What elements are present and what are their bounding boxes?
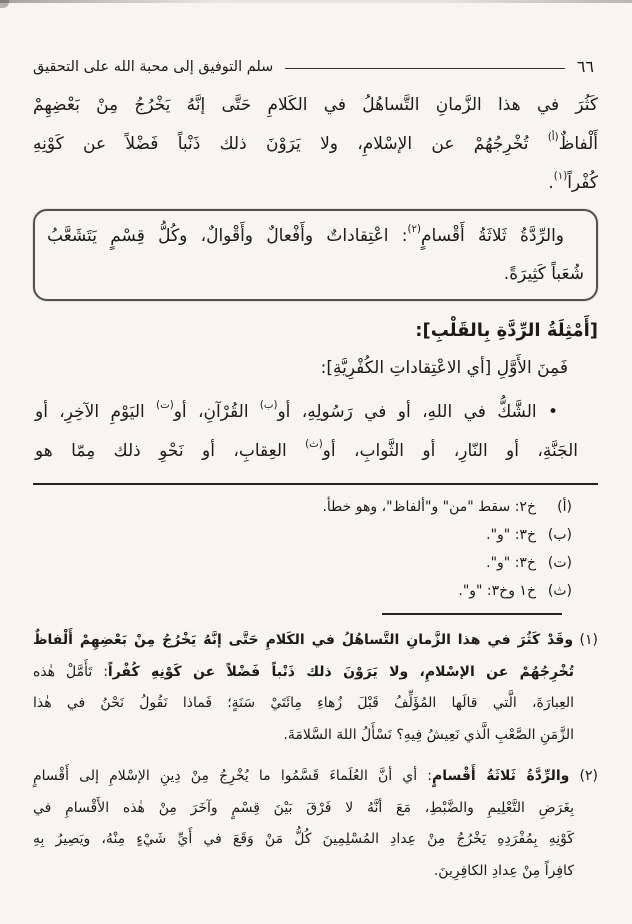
variant-notes: [33, 493, 598, 605]
text-segment: تُخْرِجُهُمْ عن الإسْلامِ، ولا يَرَوْنَ ذلك ذَنْباً فَضْلاً عن كَوْنِهِ: [33, 134, 548, 154]
text-segment: اليَوْمِ الآخِرِ، أو: [35, 402, 157, 422]
text-line: [33, 720, 574, 752]
variant-note-label: (أ): [557, 499, 572, 515]
bullet-item: [33, 393, 598, 471]
footnote-ref: (١): [553, 171, 568, 183]
text-segment: العِبارَةَ، الَّتي قالَها المُؤَلِّفُ قَبْلَ زُهاءِ مِائَتَيْ سَنَةٍ؛ فَماذا نَقُولُ نَحْنُ في هٰذا: [33, 695, 574, 711]
footnote-separator-short: [382, 613, 562, 615]
text-segment: الشَّكُّ في اللهِ، أو في رَسُولِهِ، أو: [277, 402, 548, 422]
text-line: [33, 688, 574, 720]
matn-paragraph: [33, 86, 598, 203]
variant-note-line: [33, 577, 572, 605]
page-number: ٦٦: [576, 57, 594, 76]
footnote-ref: (ب): [259, 400, 278, 412]
page-header: [33, 52, 598, 76]
text-segment: (١): [573, 632, 598, 648]
variant-note-text: خ٣: "و".: [486, 527, 536, 543]
variant-note-label: (ت): [547, 555, 572, 571]
variant-note-text: خ١ وخ٣: "و".: [458, 583, 536, 599]
text-line: [47, 217, 584, 255]
text-segment: وقَدْ كَثُرَ في هذا الزَّمانِ التَّساهُلُ في الكَلامِ حَتَّى إنَّهُ يَخْرُجُ مِنْ بَعْضِهِمْ أَلْفاظٌ: [33, 632, 574, 648]
text-segment: القُرْآنِ، أو: [173, 402, 260, 422]
footnote-ref: (٢): [407, 224, 421, 236]
text-segment: بِغَرَضِ التَّعْلِيمِ والضَّبْطِ، مَعَ أنَّهُ لا فَرْقَ بَيْنَ قِسْمٍ وآخَرَ مِنْ هٰذه الأَقْسامِ في: [33, 799, 574, 816]
variant-note-label: (ب): [547, 527, 572, 543]
footnote-2: [33, 761, 598, 887]
text-segment: .: [548, 173, 554, 193]
text-segment: تُخْرِجُهُمْ عن الإسْلامِ، ولا يَرَوْنَ ذلك ذَنْباً فَضْلاً عن كَوْنِهِ كُفْراً: [107, 663, 575, 680]
boxed-passage: [33, 209, 598, 301]
text-segment: (٢): [569, 768, 598, 784]
text-segment: كُفْراً: [567, 173, 598, 193]
footnote-1: [33, 625, 598, 751]
text-line: [33, 625, 598, 657]
footnote-ref: (أ): [547, 132, 559, 144]
running-book-title: سلم التوفيق إلى محبة الله على التحقيق: [33, 59, 274, 75]
text-segment: : تَأَمَّلْ هٰذه: [33, 663, 108, 680]
text-segment: شُعَباً كَثِيرَةً.: [503, 264, 584, 284]
section-heading: [أَمْثِلَةُ الرِّدَّةِ بِالقَلْبِ]:: [415, 320, 598, 341]
text-line: [33, 856, 574, 888]
footnote-ref: (ث): [305, 439, 323, 451]
text-line: [33, 125, 598, 164]
subsection-intro: فَمِنَ الأَوَّلِ [أي الاعْتِقاداتِ الكُفْرِيَّةِ]:: [320, 358, 568, 378]
bullet-icon: •: [547, 402, 558, 422]
variant-note-line: [33, 521, 572, 549]
variant-note-line: [33, 493, 572, 521]
text-segment: العِقابِ، أو نَحْوِ ذلك مِمّا هو: [35, 441, 306, 461]
text-line: [33, 824, 574, 856]
footnote-ref: (ت): [156, 400, 174, 412]
text-segment: : اعْتِقاداتٌ وأَفْعالٌ وأَقْوالٌ، وكُلُّ قِسْمٍ يَتَشَعَّبُ: [47, 226, 408, 246]
variant-note-text: خ٢: سقط "من" و"ألفاظ"، وهو خطأ.: [322, 499, 536, 515]
text-segment: أَلْفاظٌ: [558, 134, 598, 154]
variant-note-label: (ث): [547, 583, 572, 599]
text-line: [33, 86, 598, 125]
variant-note-text: خ٣: "و".: [486, 555, 536, 571]
text-segment: كافِراً مِنْ عِدادِ الكافِرِينَ.: [433, 862, 574, 879]
text-segment: والرِّدَّةُ ثَلاثَةُ أَقْسامٍ: [420, 226, 565, 246]
text-line: [35, 432, 578, 471]
text-segment: : أي أنَّ العُلَماءَ قَسَّمُوا ما يُخْرِجُ مِنْ دِينِ الإسْلامِ إلى أَقْسامٍ: [33, 768, 432, 784]
text-line: [35, 393, 578, 432]
text-segment: الجَنَّةِ، أو النّارِ، أو الثَّوابِ، أو: [322, 441, 578, 461]
text-segment: والرِّدَّةُ ثَلاثَةُ أَقْسامٍ: [431, 768, 570, 784]
text-line: [33, 793, 574, 825]
text-segment: كَوْنِهِ بِمُفْرَدِهِ يَخْرُجُ مِنْ عِدادِ المُسْلِمِينَ كُلُّ مَنْ وَقَعَ في أَيِّ شَيْءٍ مِنْهُ، ويَصِيرُ بِهِ: [33, 831, 574, 847]
text-line: [33, 657, 574, 689]
header-rule: [285, 68, 564, 69]
text-line: [33, 761, 598, 793]
footnote-separator-full: [33, 483, 598, 485]
text-line: [47, 255, 584, 293]
text-segment: كَثُرَ في هذا الزَّمانِ التَّساهُلُ في الكَلامِ حَتَّى إنَّهُ يَخْرُجُ مِنْ بَعْضِهِمْ: [33, 95, 598, 115]
text-segment: الزَّمَنِ الصَّعْبِ الَّذي نَعِيشُ فِيهِ؟ نَسْأَلُ اللهَ السَّلامَةَ.: [283, 726, 574, 743]
variant-note-line: [33, 549, 572, 577]
text-line: [33, 164, 598, 203]
